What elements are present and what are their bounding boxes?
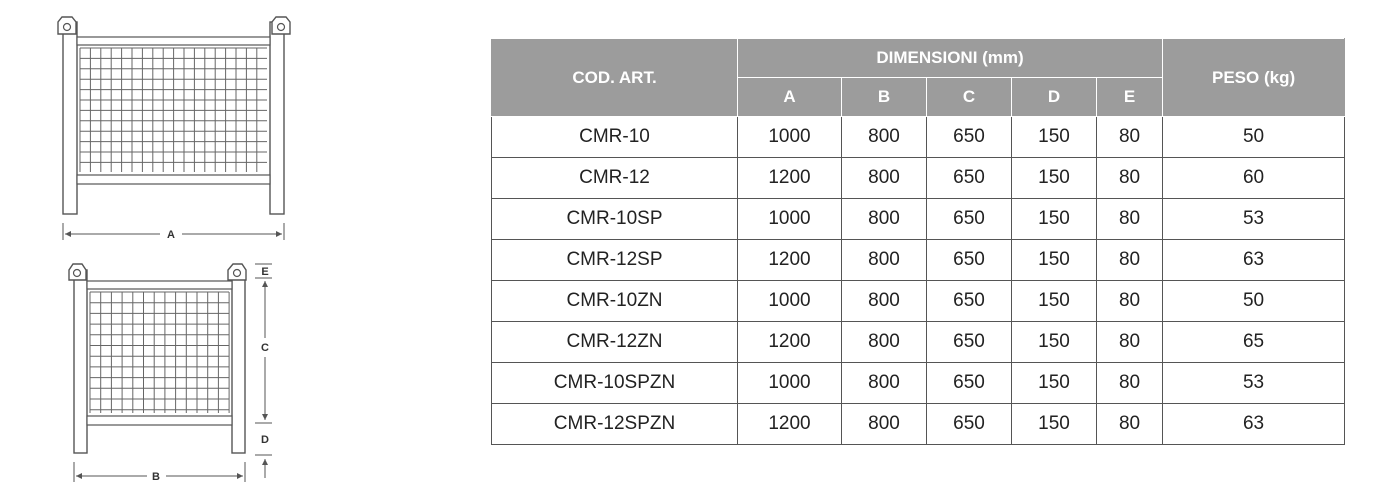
table-row [492, 363, 1345, 404]
weight-cell: 63 [1163, 404, 1345, 445]
table-row [492, 240, 1345, 281]
weight-cell: 50 [1163, 281, 1345, 322]
dimension-d-cell: 150 [1012, 117, 1097, 158]
container-drawing-svg [0, 0, 470, 494]
dimension-d-cell: 150 [1012, 240, 1097, 281]
weight-cell: 65 [1163, 322, 1345, 363]
dimension-b-cell: 800 [842, 404, 927, 445]
article-code-cell: CMR-12SPZN [492, 404, 738, 445]
code-column-header: COD. ART. [492, 39, 738, 117]
dimension-c-cell: 650 [927, 199, 1012, 240]
table-row [492, 199, 1345, 240]
article-code-cell: CMR-12 [492, 158, 738, 199]
dimension-d-cell: 150 [1012, 281, 1097, 322]
dimension-d-label: D [261, 434, 269, 446]
weight-column-header: PESO (kg) [1163, 39, 1345, 117]
weight-cell: 60 [1163, 158, 1345, 199]
dimension-b-cell: 800 [842, 322, 927, 363]
dimension-a-cell: 1000 [738, 199, 842, 240]
front-view-drawing [58, 17, 290, 241]
dimension-a-cell: 1200 [738, 240, 842, 281]
technical-drawings [0, 0, 470, 494]
dimension-c-cell: 650 [927, 281, 1012, 322]
dimension-d-cell: 150 [1012, 404, 1097, 445]
dimension-d-cell: 150 [1012, 363, 1097, 404]
table-row [492, 404, 1345, 445]
dimension-d-cell: 150 [1012, 322, 1097, 363]
dimension-a-header: A [738, 78, 842, 117]
weight-cell: 53 [1163, 363, 1345, 404]
dimension-b-cell: 800 [842, 363, 927, 404]
dimension-e-cell: 80 [1097, 404, 1163, 445]
article-code-cell: CMR-12ZN [492, 322, 738, 363]
dimension-a-cell: 1000 [738, 281, 842, 322]
dimension-b-header: B [842, 78, 927, 117]
weight-cell: 50 [1163, 117, 1345, 158]
table-row [492, 281, 1345, 322]
dimension-c-cell: 650 [927, 363, 1012, 404]
dimension-b-cell: 800 [842, 281, 927, 322]
dimension-c-header: C [927, 78, 1012, 117]
weight-cell: 63 [1163, 240, 1345, 281]
dimension-d-cell: 150 [1012, 199, 1097, 240]
dimension-c-cell: 650 [927, 322, 1012, 363]
dimension-e-cell: 80 [1097, 363, 1163, 404]
table-row [492, 117, 1345, 158]
dimension-c-cell: 650 [927, 240, 1012, 281]
dimension-e-cell: 80 [1097, 158, 1163, 199]
article-code-cell: CMR-10 [492, 117, 738, 158]
dimension-e-cell: 80 [1097, 117, 1163, 158]
dimension-c-cell: 650 [927, 404, 1012, 445]
dimension-b-cell: 800 [842, 117, 927, 158]
dimension-e-cell: 80 [1097, 281, 1163, 322]
article-code-cell: CMR-10SP [492, 199, 738, 240]
dimension-b-cell: 800 [842, 158, 927, 199]
product-specifications-table [491, 38, 1345, 445]
product-rows [492, 117, 1345, 445]
dimension-b-cell: 800 [842, 199, 927, 240]
dimension-e-header: E [1097, 78, 1163, 117]
dimensions-group-header: DIMENSIONI (mm) [738, 39, 1163, 78]
dimension-a-cell: 1200 [738, 404, 842, 445]
dimension-a-cell: 1000 [738, 363, 842, 404]
article-code-cell: CMR-10ZN [492, 281, 738, 322]
dimension-a-label: A [167, 229, 175, 241]
dimension-e-cell: 80 [1097, 322, 1163, 363]
dimension-c-cell: 650 [927, 158, 1012, 199]
dimension-c-label: C [261, 342, 269, 354]
dimension-b-cell: 800 [842, 240, 927, 281]
article-code-cell: CMR-10SPZN [492, 363, 738, 404]
dimension-c-cell: 650 [927, 117, 1012, 158]
dimension-a-cell: 1200 [738, 158, 842, 199]
dimension-e-cell: 80 [1097, 199, 1163, 240]
dimension-e-cell: 80 [1097, 240, 1163, 281]
side-view-drawing [69, 264, 272, 483]
dimension-a-cell: 1000 [738, 117, 842, 158]
article-code-cell: CMR-12SP [492, 240, 738, 281]
weight-cell: 53 [1163, 199, 1345, 240]
dimension-a-cell: 1200 [738, 322, 842, 363]
dimension-e-label: E [261, 266, 269, 278]
dimension-d-header: D [1012, 78, 1097, 117]
dimension-d-cell: 150 [1012, 158, 1097, 199]
table-row [492, 158, 1345, 199]
dimension-b-label: B [152, 471, 160, 483]
table-row [492, 322, 1345, 363]
